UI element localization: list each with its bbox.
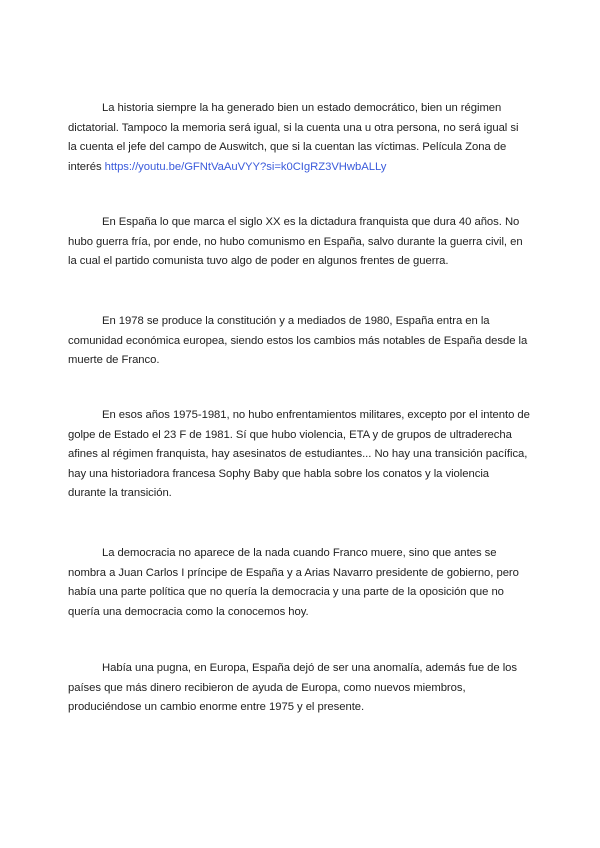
paragraph-text: La democracia no aparece de la nada cuando Franco muere, sino que antes se nombra a Juan Carlos I príncipe de España y a Arias Navarro presidente de gobierno, pero había una parte política que no quería la democracia y una parte de la oposición que no quería una democracia como la conocemos hoy.	[68, 547, 519, 618]
youtube-link[interactable]: https://youtu.be/GFNtVaAuVYY?si=k0CIgRZ3VHwbALLy	[104, 160, 387, 173]
paragraph-constitucion-1978	[68, 312, 530, 371]
paragraph-text: Había una pugna, en Europa, España dejó de ser una anomalía, además fue de los países que más dinero recibieron de ayuda de Europa, como nuevos miembros, produciéndose un cambio enorme entre 1975 y el presente.	[68, 662, 518, 714]
paragraph-europa-cambio	[68, 659, 530, 718]
paragraph-historia-memoria	[68, 99, 530, 177]
paragraph-democracia-origen	[68, 544, 530, 622]
paragraph-text: En España lo que marca el siglo XX es la dictadura franquista que dura 40 años. No hubo guerra fría, por ende, no hubo comunismo en España, salvo durante la guerra civil, en la cual el partido comunista tuvo algo de poder en algunos frentes de guerra.	[68, 216, 523, 268]
paragraph-text: En 1978 se produce la constitución y a mediados de 1980, España entra en la comunidad económica europea, siendo estos los cambios más notables de España desde la muerte de Franco.	[68, 315, 528, 367]
paragraph-text: En esos años 1975-1981, no hubo enfrentamientos militares, excepto por el intento de golpe de Estado el 23 F de 1981. Sí que hubo violencia, ETA y de grupos de ultraderecha afines al régimen franquista, hay asesinatos de estudiantes... No hay una transición pacífica, hay una historiadora francesa Sophy Baby que habla sobre los conatos y la violencia durante la transición.	[68, 409, 530, 500]
paragraph-text: La historia siempre la ha generado bien un estado democrático, bien un régimen dictatorial. Tampoco la memoria será igual, si la cuenta una u otra persona, no será igual si la cuenta el jefe del campo de Auswitch, que si la cuentan las víctimas. Película Zona de interés	[68, 102, 519, 173]
paragraph-violencia-transicion	[68, 406, 530, 504]
paragraph-dictadura-franquista	[68, 213, 530, 272]
